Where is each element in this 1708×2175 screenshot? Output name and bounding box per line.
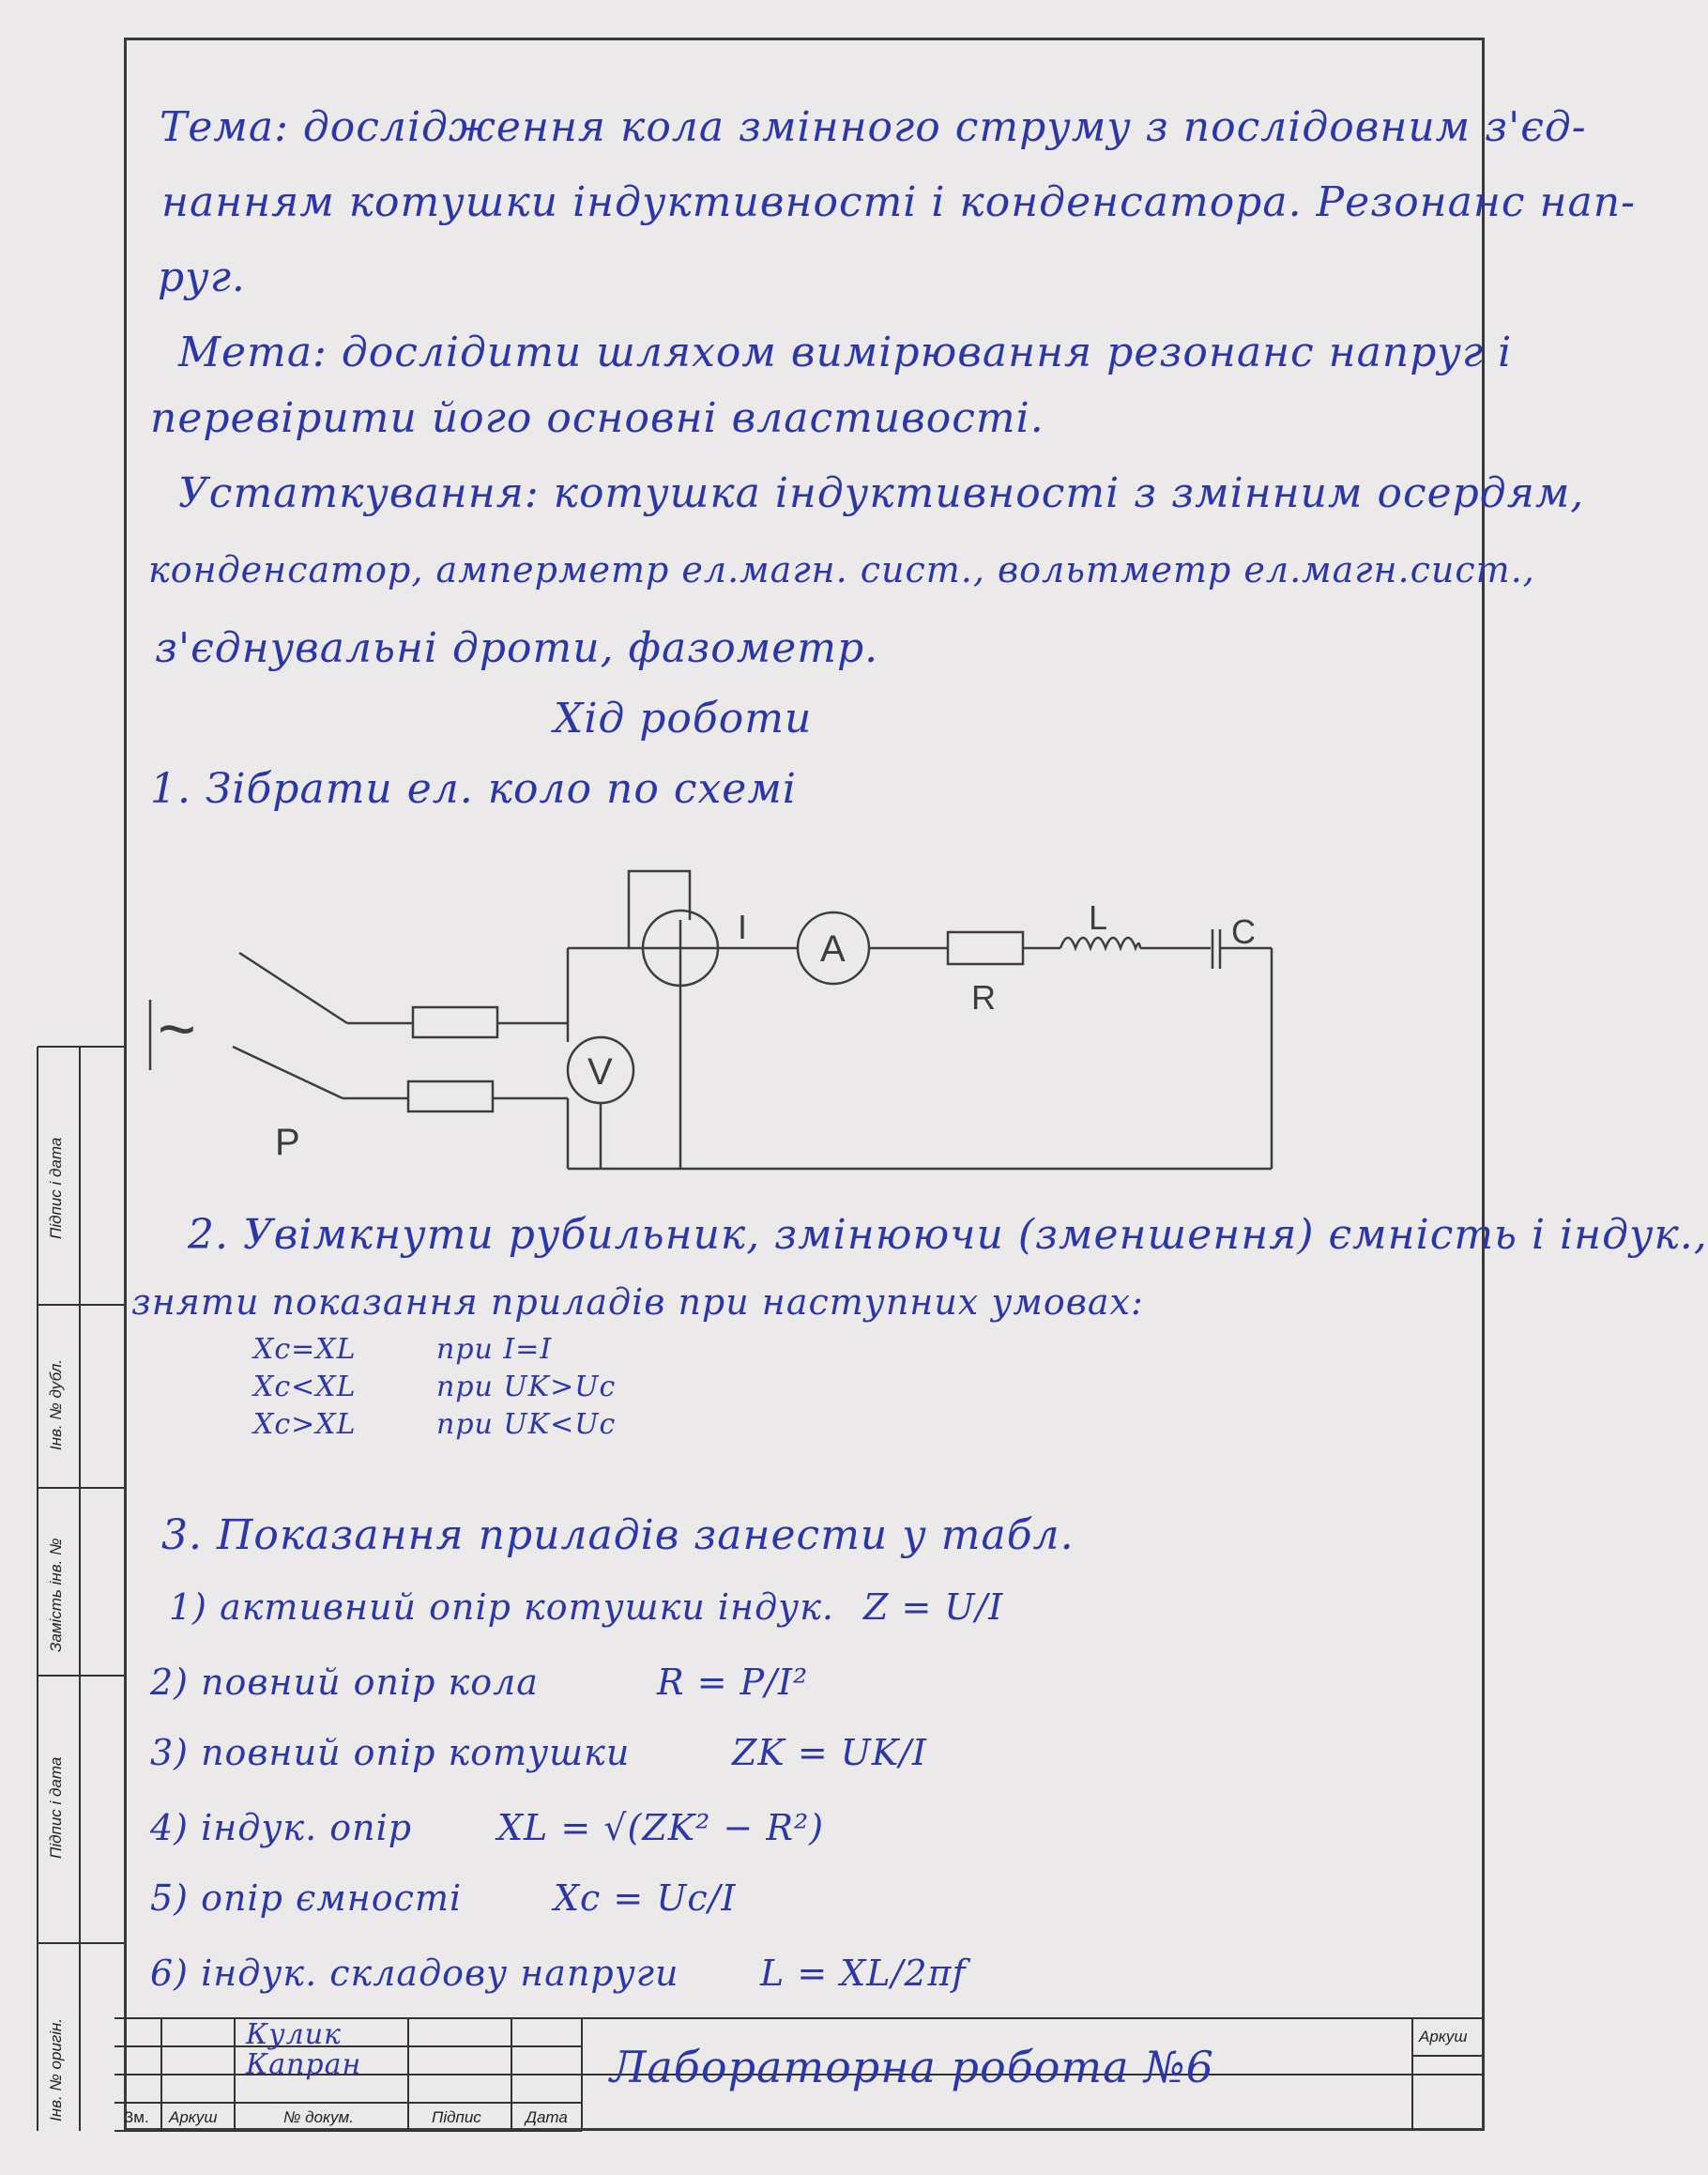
formula-item-formula: L = XL/2πf xyxy=(760,1953,967,1994)
stamp-col-zm: Зм. xyxy=(124,2108,149,2126)
step-2-line-2: зняти показання приладів при наступних умовах: xyxy=(131,1281,1144,1323)
formula-item-formula: R = P/I² xyxy=(657,1662,809,1703)
switch-blade-bottom xyxy=(233,1047,343,1098)
topic-line-1: Тема: дослідження кола змінного струму з послідовним з'єд- xyxy=(160,103,1587,151)
condition-text: при UK<Uc xyxy=(436,1408,617,1441)
source-symbol: ~ xyxy=(158,992,196,1065)
step-3: 3. Показання приладів занести у табл. xyxy=(161,1511,1075,1559)
step-1: 1. Зібрати ел. коло по схемі xyxy=(150,765,797,813)
side-label-sign-date-2: Підпис і дата xyxy=(47,1756,65,1859)
wattmeter-symbol xyxy=(643,911,718,986)
work-heading: Хід роботи xyxy=(554,695,813,743)
equipment-line-2: конденсатор, амперметр ел.магн. сист., вольтметр ел.магн.сист., xyxy=(148,549,1535,590)
formula-item-text: 4) індук. опір xyxy=(150,1807,413,1848)
formula-item-text: 1) активний опір котушки індук. xyxy=(169,1586,834,1628)
goal-line-1: Мета: дослідити шляхом вимірювання резонанс напруг і xyxy=(178,329,1513,376)
step-2-line-1: 2. Увімкнути рубильник, змінюючи (зменшення) ємність і індук., xyxy=(188,1211,1708,1259)
formula-item-formula: ZK = UK/I xyxy=(732,1732,928,1773)
resistor-label: R xyxy=(971,978,996,1017)
capacitor-label: C xyxy=(1231,912,1256,951)
fuse-bottom xyxy=(408,1081,493,1111)
side-label-replace-inv: Замість інв. № xyxy=(47,1538,65,1652)
switch-blade-top xyxy=(239,953,347,1023)
side-label-sign-date-1: Підпис і дата xyxy=(47,1137,65,1239)
formula-item-text: 5) опір ємності xyxy=(150,1877,463,1919)
stamp-name-2: Капран xyxy=(246,2048,362,2081)
formula-item-formula: Xc = Uc/I xyxy=(554,1877,737,1919)
side-label-dup-inv: Інв. № дубл. xyxy=(47,1358,65,1450)
inductor-L xyxy=(1060,938,1140,948)
stamp-col-arkush: Аркуш xyxy=(169,2108,218,2126)
current-label: I xyxy=(738,908,748,946)
equipment-line-1: Устаткування: котушка індуктивності з змінним осердям, xyxy=(178,469,1585,517)
equipment-line-3: з'єднувальні дроти, фазометр. xyxy=(155,624,879,672)
formula-item-formula: Z = U/I xyxy=(863,1586,1004,1628)
inductor-label: L xyxy=(1089,898,1108,937)
formula-item-text: 3) повний опір котушки xyxy=(150,1732,631,1773)
condition-relation: Xc>XL xyxy=(253,1408,357,1441)
stamp-title: Лабораторна робота №6 xyxy=(610,2042,1214,2092)
condition-text: при UK>Uc xyxy=(436,1371,617,1403)
topic-line-3: руг. xyxy=(158,253,246,301)
formula-item-formula: XL = √(ZK² − R²) xyxy=(497,1807,825,1848)
resistor-R xyxy=(948,932,1023,964)
condition-text: при I=I xyxy=(436,1333,553,1366)
voltmeter-label: V xyxy=(587,1051,613,1093)
formula-item-text: 2) повний опір кола xyxy=(150,1662,539,1703)
stamp-col-doc: № докум. xyxy=(283,2108,354,2126)
stamp-col-date: Дата xyxy=(526,2108,568,2126)
fuse-top xyxy=(413,1007,497,1037)
ammeter-label: A xyxy=(820,928,846,970)
stamp-col-sign: Підпис xyxy=(432,2108,481,2126)
switch-label: P xyxy=(275,1122,300,1163)
formula-item-text: 6) індук. складову напруги xyxy=(150,1953,679,1994)
condition-relation: Xc<XL xyxy=(253,1371,357,1403)
goal-line-2: перевірити його основні властивості. xyxy=(150,394,1045,442)
side-label-orig-inv: Інв. № оригін. xyxy=(47,2017,65,2121)
stamp-name-1: Кулик xyxy=(246,2018,342,2051)
topic-line-2: нанням котушки індуктивності і конденсатора. Резонанс нап- xyxy=(161,178,1636,226)
condition-relation: Xc=XL xyxy=(253,1333,357,1366)
stamp-sheet-label: Аркуш xyxy=(1419,2028,1468,2045)
